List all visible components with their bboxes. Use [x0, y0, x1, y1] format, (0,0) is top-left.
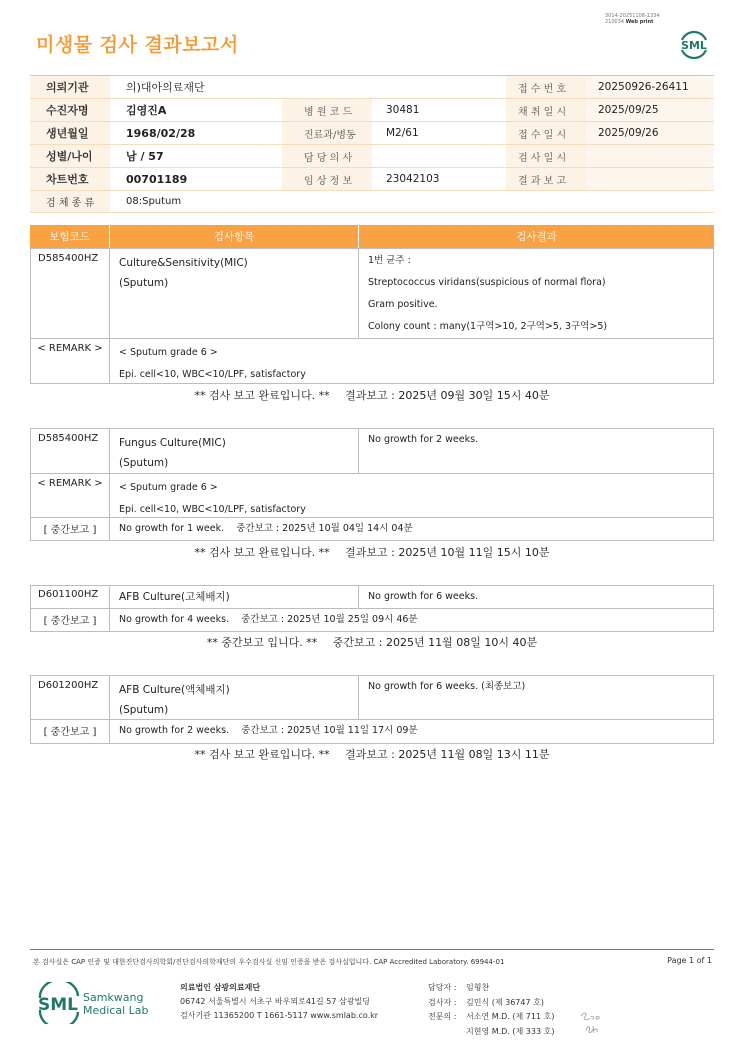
cap-accreditation-note: 본 검사실은 CAP 인증 및 대한진단검사의학회/진단검사의학재단의 우수검사실 신임 인증을 받은 검사실입니다. CAP Accredited Laboratory. 69944-01 [33, 958, 505, 966]
page-number: Page 1 of 1 [667, 956, 712, 965]
report-status: ** 중간보고 입니다. ** 중간보고 : 2025년 11월 08일 10시 40분 [206, 636, 538, 649]
table-row: [ 중간보고 ] No growth for 2 weeks. 중간보고 : 2025년 10월 11일 17시 09분 [31, 720, 713, 743]
staff-row: 지현영 M.D. (제 333 호) [466, 1026, 555, 1036]
table-row: D585400HZ Culture&Sensitivity(MIC) (Sputum) 1번 균주 : Streptococcus viridans(suspicious of normal flora) Gram positive. Colony count : many(1구역>10, 2구역>5, 3구역>5) [31, 249, 713, 339]
result-section [30, 675, 714, 744]
info-row: 의뢰기관 의)대아의료재단 접 수 번 호 20250926-26411 [30, 76, 714, 99]
sml-logo-icon [676, 26, 712, 62]
col-header-code: 보험코드 [30, 225, 110, 248]
svg-text:Samkwang: Samkwang [83, 991, 144, 1004]
footer-divider [30, 949, 714, 950]
table-row: D601100HZ AFB Culture(고체배지) No growth for 6 weeks. [31, 586, 713, 609]
results-header [30, 225, 714, 248]
document-code: 3014-20251108-1334 210034 Web print [605, 13, 660, 25]
staff-row: 검사자 : 김민식 (제 36747 호) [428, 997, 544, 1007]
report-status: ** 검사 보고 완료입니다. ** 결과보고 : 2025년 11월 08일 13시 11분 [194, 748, 550, 761]
signature-icon [578, 1008, 608, 1038]
info-row: 생년월일 1968/02/28 진료과/병동 M2/61 접 수 일 시 2025/09/26 [30, 122, 714, 145]
svg-text:Medical Lab: Medical Lab [83, 1004, 149, 1017]
table-row: < REMARK > < Sputum grade 6 > Epi. cell<10, WBC<10/LPF, satisfactory [31, 339, 713, 383]
samkwang-logo-icon [36, 982, 156, 1024]
staff-info [428, 981, 554, 1039]
result-section [30, 248, 714, 384]
result-section [30, 428, 714, 541]
table-row: D601200HZ AFB Culture(액체배지) (Sputum) No growth for 6 weeks. (최종보고) [31, 676, 713, 720]
organization-info: 의료법인 삼광의료재단 06742 서울특별시 서초구 바우뫼로41길 57 삼광빌딩 검사기관 11365200 T 1661-5117 www.smlab.co.kr [180, 983, 379, 1020]
report-status: ** 검사 보고 완료입니다. ** 결과보고 : 2025년 09월 30일 15시 40분 [194, 389, 550, 402]
info-row: 수진자명 김영진A 병 원 코 드 30481 채 취 일 시 2025/09/25 [30, 99, 714, 122]
col-header-item: 검사항목 [110, 225, 359, 248]
patient-info-table [30, 75, 714, 213]
info-row: 검 체 종 류 08:Sputum [30, 191, 714, 213]
staff-row: 담당자 : 임형찬 [428, 983, 490, 992]
staff-row: 전문의 : 서소연 M.D. (제 711 호) [428, 1012, 555, 1021]
report-status: ** 검사 보고 완료입니다. ** 결과보고 : 2025년 10월 11일 15시 10분 [194, 546, 550, 559]
result-section [30, 585, 714, 632]
table-row: [ 중간보고 ] No growth for 4 weeks. 중간보고 : 2025년 10월 25일 09시 46분 [31, 609, 713, 631]
table-row: < REMARK > < Sputum grade 6 > Epi. cell<10, WBC<10/LPF, satisfactory [31, 474, 713, 518]
table-row: [ 중간보고 ] No growth for 1 week. 중간보고 : 2025년 10월 04일 14시 04분 [31, 518, 713, 540]
svg-text:SML: SML [38, 995, 78, 1015]
page-title: 미생물 검사 결과보고서 [36, 34, 239, 56]
col-header-result: 검사결과 [516, 231, 557, 243]
table-row: D585400HZ Fungus Culture(MIC) (Sputum) No growth for 2 weeks. [31, 429, 713, 474]
info-row: 성별/나이 남 / 57 담 당 의 사 검 사 일 시 [30, 145, 714, 168]
info-row: 차트번호 00701189 임 상 정 보 23042103 결 과 보 고 [30, 168, 714, 191]
svg-text:SML: SML [681, 39, 707, 52]
